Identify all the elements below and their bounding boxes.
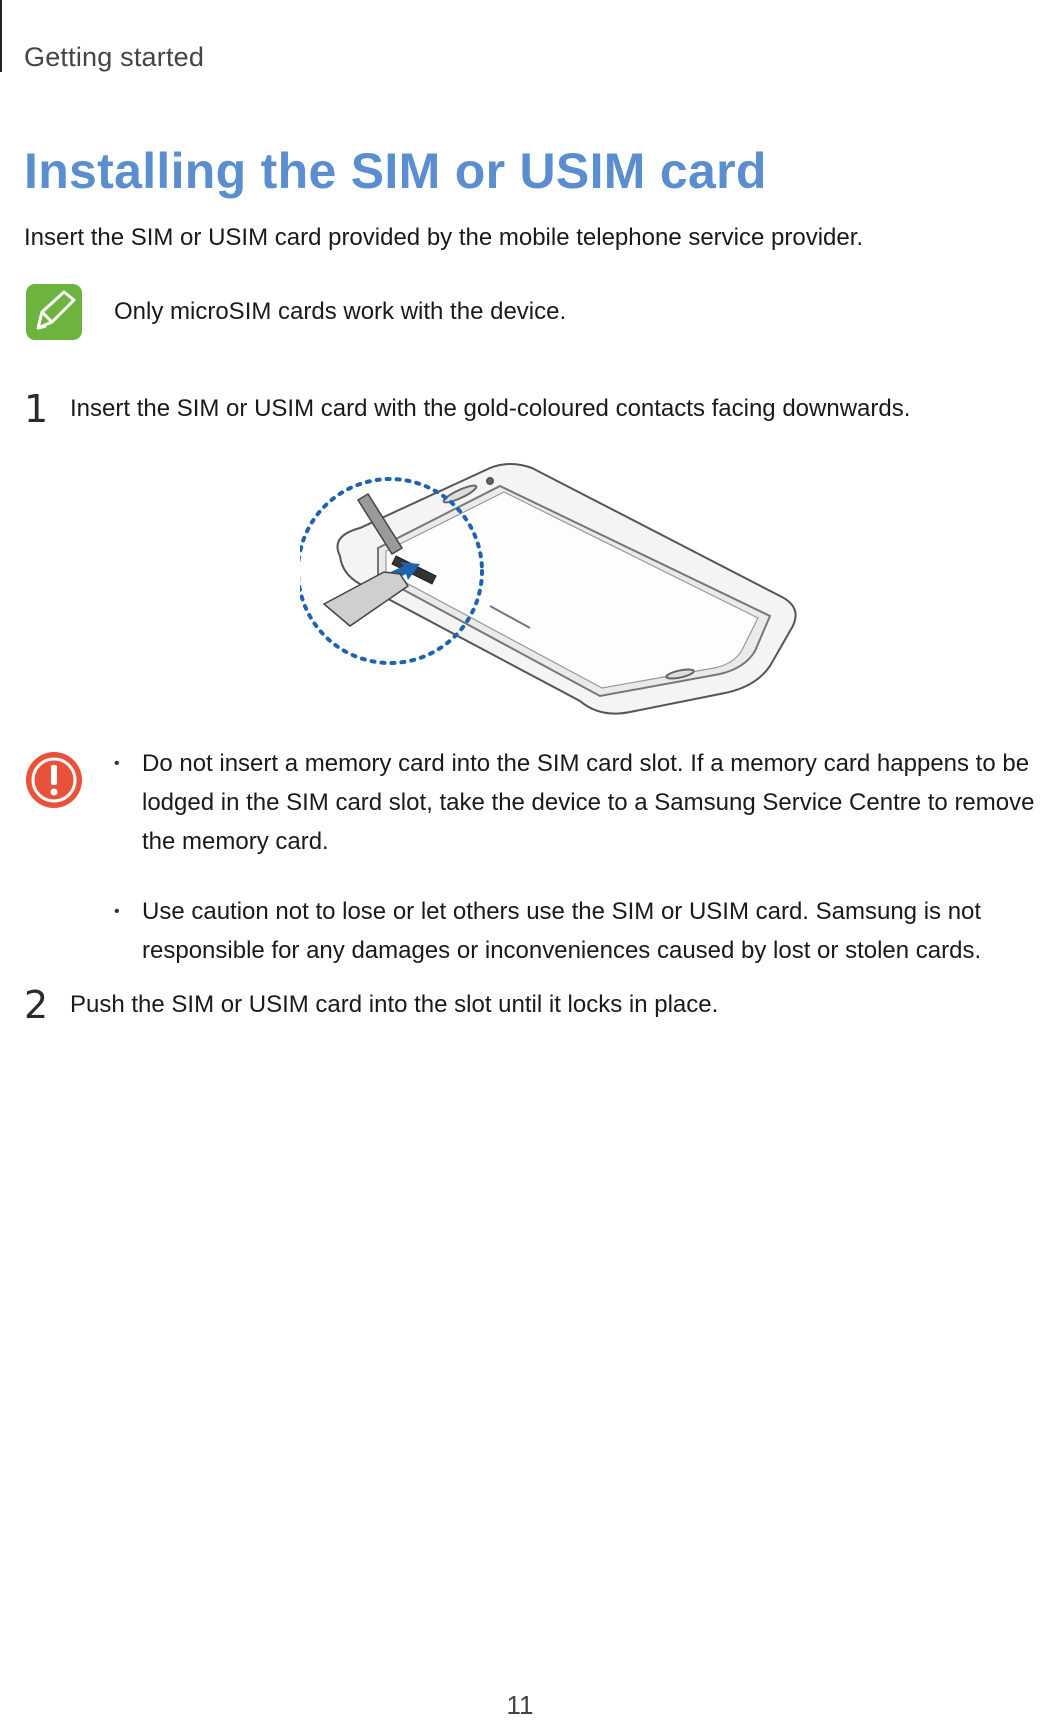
sim-card-insertion-illustration: [300, 456, 820, 726]
tablet-device: [338, 464, 796, 714]
note-pencil-icon: [24, 282, 84, 342]
step-number: 2: [24, 983, 49, 1027]
step-text: Insert the SIM or USIM card with the gold-coloured contacts facing downwards.: [70, 395, 911, 422]
intro-paragraph: Insert the SIM or USIM card provided by the mobile telephone service provider.: [24, 224, 864, 251]
warning-item: • Use caution not to lose or let others use the SIM or USIM card. Samsung is not responsible for any damages or inconveniences caused by lost or stolen cards.: [112, 892, 1041, 970]
warning-list: [112, 744, 1041, 970]
step-2: [24, 983, 1024, 1027]
page-title: Installing the SIM or USIM card: [24, 143, 767, 199]
warning-exclamation-icon: [24, 750, 84, 810]
step-number: 1: [24, 387, 49, 431]
step-1: [24, 387, 1024, 431]
section-label: Getting started: [24, 42, 205, 72]
step-text: Push the SIM or USIM card into the slot until it locks in place.: [70, 991, 719, 1018]
page-number: 11: [506, 1690, 534, 1720]
warning-item: • Do not insert a memory card into the SIM card slot. If a memory card happens to be lodged in the SIM card slot, take the device to a Samsung Service Centre to remove the memory card.: [112, 744, 1041, 861]
header-rule: [0, 0, 2, 72]
note-text: Only microSIM cards work with the device.: [114, 298, 567, 325]
